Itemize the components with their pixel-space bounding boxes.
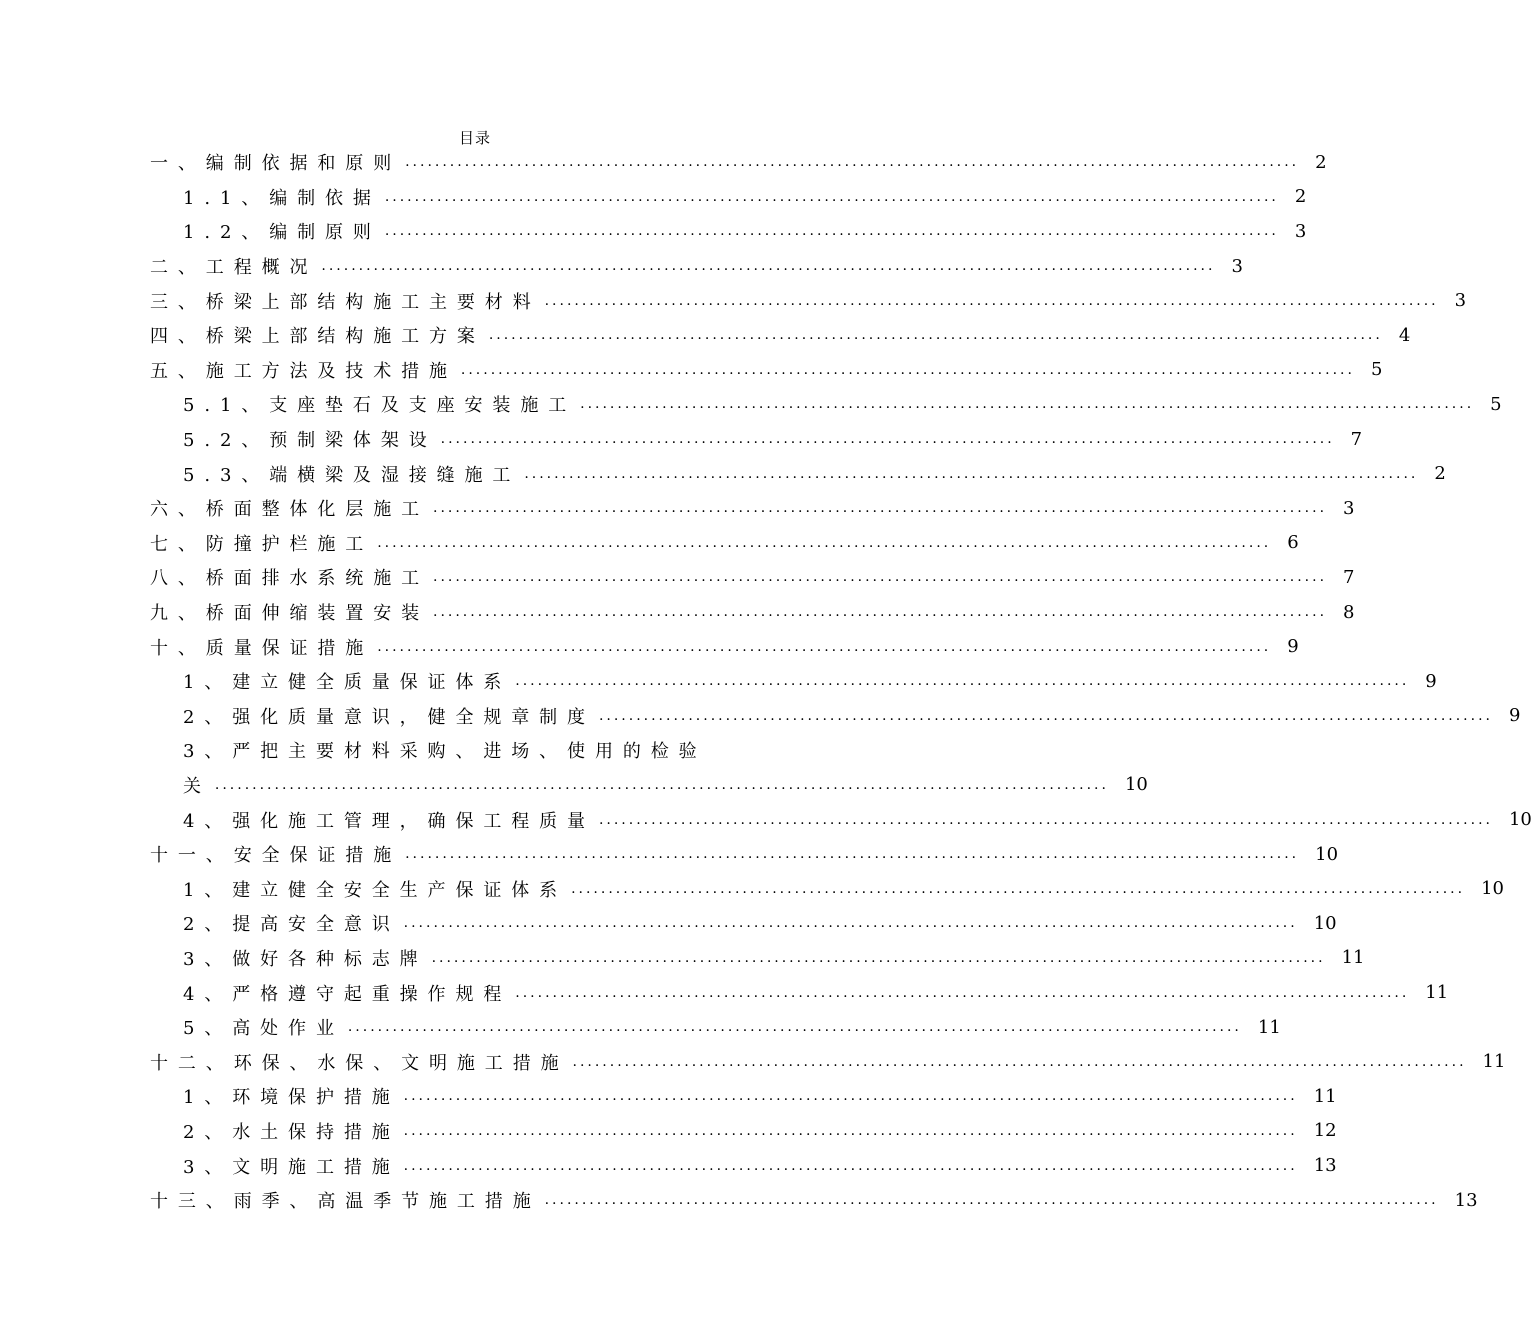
- toc-entry-label: 三、桥梁上部结构施工主要材料: [150, 291, 541, 313]
- toc-entry-page: 12: [1313, 1120, 1337, 1142]
- toc-entry-page: 9: [1425, 670, 1437, 692]
- toc-entry[interactable]: [150, 1148, 1337, 1183]
- toc-entry-page: 10: [1481, 878, 1504, 900]
- toc-entry[interactable]: [150, 145, 1327, 180]
- toc-entry-label: 4、严格遵守起重操作规程: [183, 983, 512, 1005]
- toc-entry[interactable]: [150, 422, 1363, 457]
- toc-leader-dots: ........................................................................................................................: [403, 1122, 1298, 1139]
- toc-leader-dots: ........................................................................................................................: [598, 811, 1493, 828]
- toc-leader-dots: ........................................................................................................................: [544, 1192, 1439, 1209]
- toc-title: 目录: [458, 129, 491, 147]
- toc-leader-dots: ........................................................................................................................: [571, 880, 1466, 897]
- toc-entry[interactable]: [150, 975, 1449, 1010]
- toc-leader-dots: ........................................................................................................................: [384, 188, 1279, 205]
- toc-entry[interactable]: [150, 629, 1299, 664]
- toc-entry[interactable]: [150, 699, 1521, 734]
- toc-entry[interactable]: [150, 318, 1411, 353]
- toc-entry-label: 八、桥面排水系统施工: [150, 568, 429, 590]
- toc-leader-dots: ........................................................................................................................: [403, 915, 1298, 932]
- toc-entry-label: 2、强化质量意识，健全规章制度: [183, 706, 595, 728]
- toc-entry-page: 10: [1315, 843, 1339, 865]
- toc-leader-dots: ........................................................................................................................: [433, 500, 1328, 517]
- toc-entry-label: 十、质量保证措施: [150, 637, 374, 659]
- toc-entry-page: 6: [1287, 532, 1299, 554]
- toc-entry-label: 四、桥梁上部结构施工方案: [150, 326, 485, 348]
- toc-entry-label: 七、防撞护栏施工: [150, 533, 374, 555]
- toc-entry[interactable]: [150, 560, 1355, 595]
- toc-leader-dots: ........................................................................................................................: [433, 604, 1328, 621]
- toc-leader-dots: ........................................................................................................................: [524, 465, 1419, 482]
- toc-entry[interactable]: [150, 664, 1437, 699]
- toc-entry-label: 2、提高安全意识: [183, 914, 400, 936]
- toc-leader-dots: ........................................................................................................................: [460, 361, 1355, 378]
- toc-entry-label: 2、水土保持措施: [183, 1121, 400, 1143]
- toc-entry[interactable]: [150, 214, 1307, 249]
- toc-entry-page: 11: [1425, 982, 1449, 1004]
- toc-entry-label: 六、桥面整体化层施工: [150, 499, 429, 521]
- toc-entry[interactable]: [150, 283, 1467, 318]
- toc-entry[interactable]: [150, 526, 1299, 561]
- toc-entry-page: 3: [1343, 497, 1355, 519]
- toc-leader-dots: ........................................................................................................................: [347, 1019, 1242, 1036]
- toc-entry[interactable]: [150, 837, 1339, 872]
- toc-entry-label: 十三、雨季、高温季节施工措施: [150, 1191, 541, 1213]
- table-of-contents: [150, 145, 1532, 1217]
- toc-entry-page: 9: [1287, 636, 1299, 658]
- toc-entry[interactable]: [150, 491, 1355, 526]
- toc-entry[interactable]: [150, 871, 1504, 906]
- toc-entry-label: 九、桥面伸缩装置安装: [150, 603, 429, 625]
- toc-entry[interactable]: [150, 180, 1307, 215]
- toc-leader-dots: ........................................................................................................................: [377, 534, 1272, 551]
- toc-leader-dots: ........................................................................................................................: [403, 1088, 1298, 1105]
- toc-entry-page: 10: [1124, 774, 1148, 796]
- toc-leader-dots: ........................................................................................................................: [403, 1157, 1298, 1174]
- toc-entry-page: 2: [1294, 186, 1307, 208]
- toc-entry-page: 13: [1313, 1155, 1337, 1177]
- toc-entry-page: 7: [1343, 566, 1355, 588]
- toc-leader-dots: ........................................................................................................................: [580, 396, 1475, 413]
- toc-leader-dots: ........................................................................................................................: [431, 949, 1326, 966]
- toc-entry[interactable]: [150, 456, 1446, 491]
- toc-entry-label: 5、高处作业: [183, 1018, 344, 1040]
- toc-entry-page: 8: [1343, 601, 1355, 623]
- toc-entry-label: 4、强化施工管理，确保工程质量: [183, 810, 595, 832]
- toc-leader-dots: ........................................................................................................................: [598, 707, 1493, 724]
- toc-entry-label: 3、做好各种标志牌: [183, 948, 428, 970]
- toc-entry-page: 11: [1257, 1016, 1281, 1038]
- toc-entry-page: 2: [1315, 151, 1327, 173]
- toc-entry-page: 3: [1454, 290, 1467, 312]
- toc-entry-label: 关: [183, 775, 211, 797]
- toc-entry-label: 1、建立健全安全生产保证体系: [183, 879, 568, 901]
- toc-leader-dots: ........................................................................................................................: [405, 846, 1300, 863]
- toc-leader-dots: ........................................................................................................................: [515, 984, 1410, 1001]
- toc-entry[interactable]: [150, 1183, 1478, 1218]
- toc-entry-label: 二、工程概况: [150, 257, 318, 279]
- toc-entry[interactable]: [150, 387, 1502, 422]
- toc-entry[interactable]: [150, 353, 1383, 388]
- toc-entry-page: 5: [1490, 393, 1502, 415]
- toc-entry-label: 3、文明施工措施: [183, 1156, 400, 1178]
- toc-entry-page: 4: [1398, 324, 1411, 346]
- toc-entry-label: 1.1、编制依据: [183, 187, 381, 209]
- toc-entry-label: 5.2、预制梁体架设: [183, 430, 437, 452]
- toc-entry-label: 五、施工方法及技术措施: [150, 360, 457, 382]
- toc-entry[interactable]: [150, 1079, 1337, 1114]
- toc-leader-dots: ........................................................................................................................: [321, 258, 1216, 275]
- toc-entry-page: 10: [1508, 809, 1532, 831]
- toc-entry-label: 十一、安全保证措施: [150, 845, 402, 867]
- toc-leader-dots: ........................................................................................................................: [440, 431, 1335, 448]
- toc-entry-page: 7: [1350, 428, 1363, 450]
- toc-entry[interactable]: [150, 1010, 1281, 1045]
- toc-entry-page: 3: [1294, 220, 1307, 242]
- toc-entry-page: 9: [1508, 705, 1521, 727]
- toc-entry-label: 十二、环保、水保、文明施工措施: [150, 1052, 569, 1074]
- toc-leader-dots: ........................................................................................................................: [433, 569, 1328, 586]
- toc-entry-label: 5.1、支座垫石及支座安装施工: [183, 395, 577, 417]
- toc-entry-page: 13: [1454, 1189, 1478, 1211]
- toc-entry-page: 11: [1313, 1085, 1337, 1107]
- toc-entry[interactable]: [150, 733, 800, 768]
- toc-entry-label: 3、严把主要材料采购、进场、使用的检验: [183, 741, 707, 763]
- toc-entry-label: 1、环境保护措施: [183, 1087, 400, 1109]
- toc-entry[interactable]: [150, 1114, 1337, 1149]
- toc-entry-page: 5: [1370, 359, 1383, 381]
- toc-entry-page: 11: [1482, 1051, 1506, 1073]
- toc-leader-dots: ........................................................................................................................: [384, 223, 1279, 240]
- toc-entry-page: 3: [1231, 255, 1243, 277]
- toc-leader-dots: ........................................................................................................................: [515, 673, 1410, 690]
- toc-entry-label: 1、建立健全质量保证体系: [183, 672, 512, 694]
- toc-entry-label: 一、编制依据和原则: [150, 153, 402, 175]
- toc-leader-dots: ........................................................................................................................: [377, 638, 1272, 655]
- toc-entry-page: 10: [1313, 912, 1337, 934]
- toc-entry-page: 11: [1341, 947, 1365, 969]
- toc-entry-label: 5.3、端横梁及湿接缝施工: [183, 464, 521, 486]
- toc-entry[interactable]: [150, 1044, 1506, 1079]
- toc-entry[interactable]: [150, 768, 1148, 803]
- toc-leader-dots: ........................................................................................................................: [488, 327, 1383, 344]
- toc-entry-label: 1.2、编制原则: [183, 222, 381, 244]
- toc-entry[interactable]: [150, 802, 1532, 837]
- toc-leader-dots: ........................................................................................................................: [544, 292, 1439, 309]
- toc-entry[interactable]: [150, 906, 1337, 941]
- toc-leader-dots: ........................................................................................................................: [405, 154, 1300, 171]
- toc-leader-dots: ........................................................................................................................: [572, 1053, 1467, 1070]
- toc-entry[interactable]: [150, 941, 1365, 976]
- toc-leader-dots: ........................................................................................................................: [214, 776, 1109, 793]
- toc-entry[interactable]: [150, 249, 1243, 284]
- toc-entry[interactable]: [150, 595, 1355, 630]
- toc-entry-page: 2: [1434, 463, 1446, 485]
